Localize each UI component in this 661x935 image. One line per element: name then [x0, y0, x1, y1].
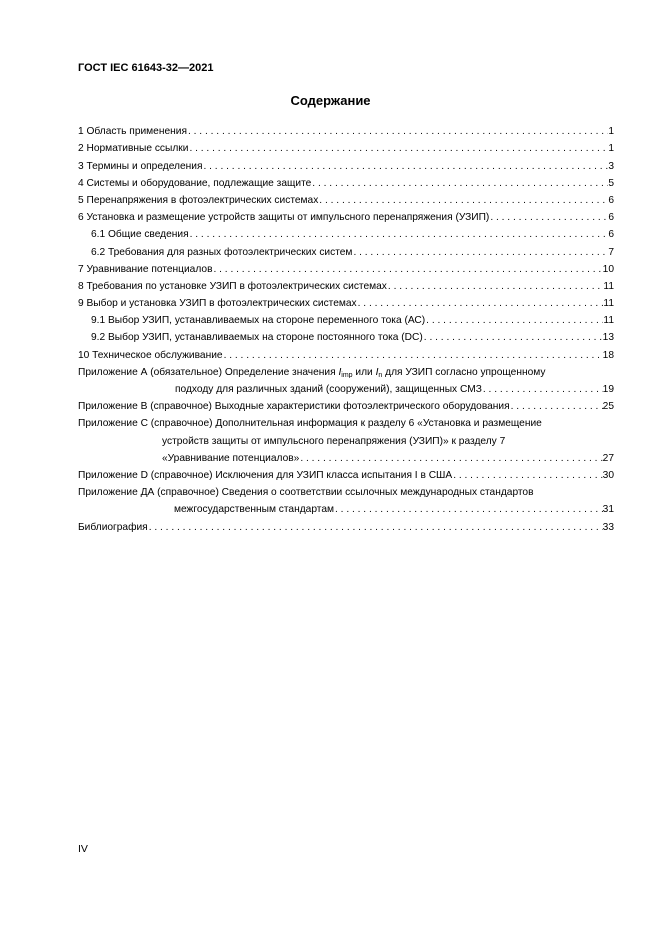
toc-page-number: 25: [602, 401, 614, 413]
toc-entry[interactable]: 7 Уравнивание потенциалов . . . 10: [78, 258, 614, 275]
toc-page-number: 31: [602, 504, 614, 516]
document-header: ГОСТ IEC 61643-32—2021: [78, 62, 214, 74]
toc-page-number: 6: [608, 194, 614, 206]
toc-entry[interactable]: 9.2 Выбор УЗИП, устанавливаемых на стороне постоянного тока (DC) . . . 13: [78, 326, 614, 343]
toc-entry-appendix-da-cont[interactable]: межгосударственным стандартам . . . 31: [78, 498, 614, 515]
toc-page-number: 13: [602, 332, 614, 344]
toc-page-number: 19: [602, 384, 614, 395]
toc-entry[interactable]: 6 Установка и размещение устройств защиты от импульсного перенапряжения (УЗИП) . . . 6: [78, 206, 614, 223]
toc-entry[interactable]: 9.1 Выбор УЗИП, устанавливаемых на стороне переменного тока (АС) . . . 11: [78, 309, 614, 326]
page-number: IV: [78, 843, 88, 855]
table-of-contents: [78, 120, 614, 533]
toc-entry-appendix-c-cont[interactable]: устройств защиты от импульсного перенапряжения (УЗИП)» к разделу 7: [162, 435, 506, 447]
toc-entry[interactable]: 2 Нормативные ссылки . . . 1: [78, 137, 614, 154]
toc-page-number: 5: [608, 177, 614, 189]
toc-page-number: 18: [602, 349, 614, 361]
toc-page-number: 1: [608, 143, 614, 155]
toc-entry[interactable]: 5 Перенапряжения в фотоэлектрических системах . . . 6: [78, 189, 614, 206]
toc-page-number: 3: [608, 160, 614, 172]
page-title: Содержание: [290, 93, 371, 108]
toc-entry[interactable]: Приложение D (справочное) Исключения для УЗИП класса испытания I в США . . . 30: [78, 464, 614, 481]
toc-page-number: 33: [602, 521, 614, 533]
toc-page-number: 6: [608, 212, 614, 224]
toc-entry[interactable]: 1 Область применения . . . 1: [78, 120, 614, 137]
toc-page-number: 11: [603, 298, 614, 310]
toc-entry-appendix-a[interactable]: Приложение А (обязательное) Определение значения $I_{imp}$ или $I_n$ для УЗИП согласно упрощенному: [78, 366, 546, 378]
toc-page-number: 6: [608, 229, 614, 241]
toc-page-number: 7: [608, 246, 614, 258]
toc-page-number: 1: [608, 126, 614, 138]
toc-page-number: 10: [602, 263, 614, 275]
toc-page-number: 27: [602, 452, 614, 464]
toc-page-number: 11: [603, 315, 614, 327]
toc-entry[interactable]: Приложение В (справочное) Выходные характеристики фотоэлектрического оборудования . . . 25: [78, 395, 614, 412]
toc-entry-appendix-c-cont[interactable]: «Уравнивание потенциалов» . . . 27: [78, 447, 614, 464]
toc-entry[interactable]: Библиография . . . 33: [78, 515, 614, 532]
toc-entry[interactable]: 10 Техническое обслуживание . . . 18: [78, 343, 614, 360]
toc-entry[interactable]: 9 Выбор и установка УЗИП в фотоэлектрических системах . . . 11: [78, 292, 614, 309]
toc-entry[interactable]: 3 Термины и определения . . . 3: [78, 154, 614, 171]
toc-entry-appendix-c[interactable]: Приложение С (справочное) Дополнительная информация к разделу 6 «Установка и размещение: [78, 418, 542, 430]
toc-page-number: 30: [602, 469, 614, 481]
toc-entry[interactable]: 6.1 Общие сведения . . . 6: [78, 223, 614, 240]
toc-page-number: 11: [603, 280, 614, 292]
toc-entry-appendix-a-cont[interactable]: подходу для различных зданий (сооружений), защищенных СМЗ . . . 19: [78, 378, 614, 395]
toc-entry-appendix-da[interactable]: Приложение ДА (справочное) Сведения о соответствии ссылочных международных стандартов: [78, 487, 534, 499]
toc-entry[interactable]: 6.2 Требования для разных фотоэлектрических систем . . . 7: [78, 240, 614, 257]
toc-entry[interactable]: 8 Требования по установке УЗИП в фотоэлектрических системах . . . 11: [78, 275, 614, 292]
toc-entry[interactable]: 4 Системы и оборудование, подлежащие защите . . . 5: [78, 172, 614, 189]
